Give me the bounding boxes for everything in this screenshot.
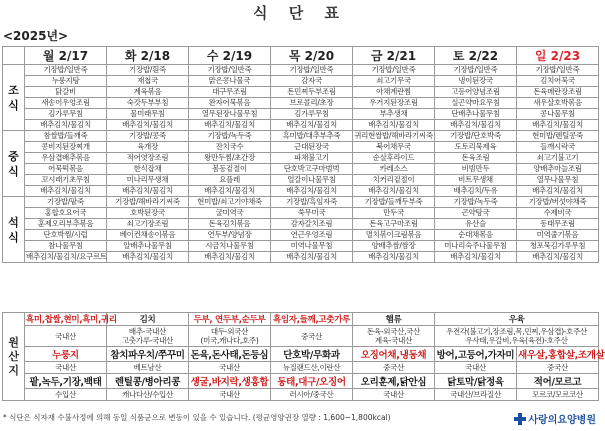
origin-value: 국내산 bbox=[435, 362, 517, 374]
meal-row bbox=[3, 120, 599, 131]
origin-row bbox=[3, 326, 599, 347]
dish-cell: 맑은콩나물국 bbox=[189, 76, 271, 87]
dish-cell: 훈제오리부추볶음 bbox=[25, 219, 107, 230]
dish-cell: 들깨시락국 bbox=[517, 142, 599, 153]
dish-cell: 수제비국 bbox=[517, 208, 599, 219]
meal-row bbox=[3, 76, 599, 87]
meal-row bbox=[3, 65, 599, 76]
origin-value: 뉴질랜드산,이란산 bbox=[271, 362, 353, 374]
origin-value: 배추-국내산 고춧가루-국내산 bbox=[107, 326, 189, 347]
dish-cell: 만두국 bbox=[353, 208, 435, 219]
dish-cell: 베이컨채송이볶음 bbox=[107, 230, 189, 241]
dish-cell: 콩나물무침 bbox=[517, 109, 599, 120]
meal-label-char: 식 bbox=[8, 98, 19, 112]
dish-cell: 완자어묵볶음 bbox=[189, 98, 271, 109]
meal-row bbox=[3, 131, 599, 142]
dish-cell: 열무된장나물무침 bbox=[189, 109, 271, 120]
dish-cell: 브로콜리/초장 bbox=[271, 98, 353, 109]
dish-cell: 닭갈비 bbox=[25, 87, 107, 98]
origin-item: 방어,고등어,가자미 bbox=[435, 347, 517, 362]
dish-cell: 우삼겹배추볶음 bbox=[25, 153, 107, 164]
meal-label bbox=[3, 65, 25, 131]
meal-label-char: 조 bbox=[8, 83, 19, 97]
dish-cell: 배추김치/물김치 bbox=[353, 252, 435, 263]
origin-item: 참치파우치/쭈꾸미 bbox=[107, 347, 189, 362]
dish-cell: 알배추나물무침 bbox=[107, 241, 189, 252]
dish-cell: 콩비지된장찌개 bbox=[25, 142, 107, 153]
dish-cell: 현미밥/렌틸콩죽 bbox=[517, 131, 599, 142]
dish-cell: 한식잡채 bbox=[107, 164, 189, 175]
origin-value: 돈육-외국산,국산 계육-국내산 bbox=[353, 326, 435, 347]
dish-cell: 재첩국 bbox=[107, 76, 189, 87]
origin-value: 국내산/브라질산 bbox=[435, 389, 517, 401]
dish-cell: 배추김치/물김치/요구르트 bbox=[26, 252, 107, 261]
dish-cell: 배추김치/물김치 bbox=[107, 186, 189, 197]
meal-row bbox=[3, 87, 599, 98]
origin-label-char: 산 bbox=[8, 349, 19, 363]
meal-row bbox=[3, 98, 599, 109]
dish-cell: 쇠고기불고기 bbox=[517, 153, 599, 164]
dish-cell: 쑥무미국 bbox=[271, 208, 353, 219]
dish-cell: 배추김치/물김치 bbox=[271, 186, 353, 197]
dish-cell: 배추김치/물김치 bbox=[517, 120, 599, 131]
origin-row bbox=[3, 347, 599, 362]
meal-row bbox=[3, 164, 599, 175]
origin-value: 국내산 bbox=[189, 362, 271, 374]
dish-cell: 육개장 bbox=[107, 142, 189, 153]
day-header: 월 2/17 bbox=[25, 47, 107, 65]
dish-cell: 참나물무침 bbox=[25, 241, 107, 252]
dish-cell: 김가루무침 bbox=[25, 109, 107, 120]
page-title: 식 단 표 bbox=[253, 3, 347, 22]
dish-cell: 기장밥/일반죽 bbox=[25, 65, 107, 76]
dish-cell: 기장밥/콩죽 bbox=[107, 131, 189, 142]
hospital-logo bbox=[514, 411, 596, 426]
dish-cell: 돈민찌두부조림 bbox=[271, 87, 353, 98]
meal-row bbox=[3, 252, 599, 263]
dish-cell: 미역줄기볶음 bbox=[517, 230, 599, 241]
origin-item: 우육 bbox=[435, 313, 599, 326]
dish-cell: 유산슬 bbox=[435, 219, 517, 230]
dish-cell: 호박된장국 bbox=[107, 208, 189, 219]
dish-cell: 배추김치/물김치 bbox=[189, 120, 271, 131]
origin-value: 우전각(불고기,장조림,목,민찌,우삼겹)-호주산 우사태,우갈비,우육(육전)-호주산 bbox=[435, 326, 599, 347]
dish-cell: 부추생채 bbox=[353, 109, 435, 120]
dish-cell: 기장밥/일반죽 bbox=[271, 65, 353, 76]
hospital-name: 사랑의요양병원 bbox=[528, 415, 596, 426]
origin-item: 새우살,홍합살,조개살 bbox=[517, 347, 599, 362]
menu-table bbox=[2, 46, 599, 263]
dish-cell: 고등어양념조림 bbox=[435, 87, 517, 98]
dish-cell: 파채불고기 bbox=[271, 153, 353, 164]
day-header: 토 2/22 bbox=[435, 47, 517, 65]
dish-cell: 배추김치/물김치 bbox=[435, 252, 517, 263]
meal-row bbox=[3, 197, 599, 208]
dish-cell: 비빔만두 bbox=[435, 164, 517, 175]
dish-cell: 감자국 bbox=[271, 76, 353, 87]
origin-value: 국내산 bbox=[189, 389, 271, 401]
day-header-sunday: 일 2/23 bbox=[517, 47, 599, 65]
dish-cell: 돈육메란장조림 bbox=[517, 87, 599, 98]
dish-cell: 물미래무침 bbox=[107, 109, 189, 120]
dish-cell: 기장밥/흑임자죽 bbox=[271, 197, 353, 208]
dish-cell: 배추김치/물김치 bbox=[353, 120, 435, 131]
footnote: * 식단은 식자재 수불사정에 의해 동일 식품군으로 변동이 있을 수 있습니다. (평균영양권장 열량 : 1,600~1,800kcal) bbox=[3, 413, 391, 422]
origin-item: 오리훈제,닭안심 bbox=[353, 374, 435, 389]
origin-value: 대두-외국산 (미국,캐나다,호주) bbox=[189, 326, 271, 347]
day-header: 금 2/21 bbox=[353, 47, 435, 65]
day-header: 화 2/18 bbox=[107, 47, 189, 65]
dish-cell: 기장밥/팥죽 bbox=[25, 197, 107, 208]
origin-item: 누룽지 bbox=[25, 347, 107, 362]
dish-cell: 양배추쌈/쌈장 bbox=[353, 241, 435, 252]
dish-cell: 근대된장국 bbox=[271, 142, 353, 153]
meal-row bbox=[3, 186, 599, 197]
medical-cross-icon bbox=[514, 413, 526, 425]
dish-cell: 계육볶음 bbox=[107, 87, 189, 98]
dish-cell: 어묵떡볶음 bbox=[25, 164, 107, 175]
dish-cell: 단호박고구마범벅 bbox=[271, 164, 353, 175]
dish-cell: 비트무생채 bbox=[435, 175, 517, 186]
dish-cell: 기장밥/녹두죽 bbox=[435, 197, 517, 208]
dish-cell: 흑미밥/대추부추죽 bbox=[271, 131, 353, 142]
dish-cell: 김가루무침 bbox=[271, 109, 353, 120]
dish-cell: 감자갈치조림 bbox=[271, 219, 353, 230]
dish-cell: 단호박찜/시럽 bbox=[25, 230, 107, 241]
origin-value: 모르코/모르코산 bbox=[517, 389, 599, 401]
origin-label-char: 지 bbox=[8, 363, 19, 377]
meal-row bbox=[3, 241, 599, 252]
header-corner bbox=[3, 47, 25, 65]
origin-body bbox=[3, 313, 605, 401]
dish-cell: 열무나물무침 bbox=[517, 175, 599, 186]
origin-item: 흑임자,들깨,고춧가루 bbox=[271, 313, 353, 326]
dish-cell: 기장밥/녹두죽 bbox=[189, 131, 271, 142]
origin-row bbox=[3, 374, 599, 389]
dish-cell: 도토리묵제육 bbox=[435, 142, 517, 153]
dish-cell: 배추김치/물김치 bbox=[517, 186, 599, 197]
dish-cell: 배추김치/두유 bbox=[435, 186, 517, 197]
dish-cell: 쇠고기무국 bbox=[353, 76, 435, 87]
dish-cell: 홍합호요어국 bbox=[25, 208, 107, 219]
origin-item: 팥,녹두,기장,백태 bbox=[25, 374, 107, 389]
dish-cell: 북어채무국 bbox=[353, 142, 435, 153]
dish-cell: 미나리무생채 bbox=[107, 175, 189, 186]
day-header-row bbox=[3, 47, 599, 65]
dish-cell: 누룽지탕 bbox=[25, 76, 107, 87]
dish-cell: 요플레 bbox=[189, 175, 271, 186]
origin-value: 국내산 bbox=[25, 362, 107, 374]
dish-cell: 쇠고기장조림 bbox=[107, 219, 189, 230]
dish-cell: 왕만두찜/초간장 bbox=[189, 153, 271, 164]
dish-cell: 멸치볶이크림볶음 bbox=[353, 230, 435, 241]
dish-cell: 미역나물무침 bbox=[271, 241, 353, 252]
dish-cell: 귀리현쌀밥/해바라기씨죽 bbox=[354, 131, 433, 140]
dish-cell: 꼬시래기초무침 bbox=[25, 175, 107, 186]
origin-item: 돈육,돈사태,돈등심 bbox=[189, 347, 271, 362]
origin-item: 두부, 연두부,순두부 bbox=[189, 313, 271, 326]
origin-value: 국내산 bbox=[25, 326, 107, 347]
dish-cell: 배추김치/물김치 bbox=[25, 186, 107, 197]
dish-cell: 기장밥/흰죽 bbox=[107, 65, 189, 76]
dish-cell: 단배추나물무침 bbox=[435, 109, 517, 120]
dish-cell: 기장밥/단호박죽 bbox=[435, 131, 517, 142]
origin-item: 동태,대구/오징어 bbox=[271, 374, 353, 389]
origin-value: 중국산 bbox=[353, 362, 435, 374]
meal-label-char: 석 bbox=[8, 215, 19, 229]
origin-value: 베트남산 bbox=[107, 362, 189, 374]
meal-row bbox=[3, 153, 599, 164]
meal-row bbox=[3, 175, 599, 186]
origin-item: 렌틸콩/병아리콩 bbox=[107, 374, 189, 389]
dish-cell: 배추김치/물김치 bbox=[107, 252, 189, 263]
meal-label-char: 식 bbox=[8, 230, 19, 244]
origin-item: 햄류 bbox=[353, 313, 435, 326]
dish-cell: 굴미역국 bbox=[189, 208, 271, 219]
origin-row bbox=[3, 313, 599, 326]
title-bar bbox=[0, 0, 600, 24]
dish-cell: 냉이된장국 bbox=[435, 76, 517, 87]
meal-row bbox=[3, 208, 599, 219]
dish-cell: 순살후라이드 bbox=[353, 153, 435, 164]
origin-table bbox=[2, 312, 605, 401]
origin-label-char: 원 bbox=[8, 335, 19, 349]
meal-row bbox=[3, 230, 599, 241]
dish-cell: 배추김치/물김치 bbox=[271, 120, 353, 131]
origin-item: 적어/모르고 bbox=[517, 374, 599, 389]
dish-cell: 김치어묵국 bbox=[517, 76, 599, 87]
origin-item: 흑미,찹쌀,현미,흑미,귀리 bbox=[25, 313, 107, 326]
dish-cell: 기장밥/들깨두부죽 bbox=[353, 197, 435, 208]
dish-cell: 연근우엉조림 bbox=[271, 230, 353, 241]
dish-cell: 순대채볶음 bbox=[435, 230, 517, 241]
meal-label bbox=[3, 131, 25, 197]
dish-cell: 숙갓두부부침 bbox=[107, 98, 189, 109]
origin-value: 수입산 bbox=[25, 389, 107, 401]
meal-row bbox=[3, 109, 599, 120]
dish-cell: 기장밥/해바라기씨죽 bbox=[107, 197, 189, 208]
origin-value: 중국산 bbox=[271, 326, 353, 347]
origin-row bbox=[3, 389, 599, 401]
dish-cell: 청포묵김가루무침 bbox=[517, 241, 599, 252]
origin-value: 중국산 bbox=[517, 362, 599, 374]
origin-row bbox=[3, 362, 599, 374]
dish-cell: 배추김치/물김치 bbox=[25, 120, 107, 131]
meal-label-char: 식 bbox=[8, 164, 19, 178]
dish-cell: 배추김치/물김치 bbox=[517, 252, 599, 263]
dish-cell: 얼갈이나물무침 bbox=[271, 175, 353, 186]
meal-label-char: 중 bbox=[8, 149, 19, 163]
dish-cell: 실곤약마요무침 bbox=[435, 98, 517, 109]
dish-cell: 기장밥/일반죽 bbox=[435, 65, 517, 76]
dish-cell: 배추김치/물김치 bbox=[107, 120, 189, 131]
year-label: <2025년> bbox=[3, 29, 69, 43]
dish-cell: 기장밥/일반죽 bbox=[353, 65, 435, 76]
dish-cell: 돈육고구마조림 bbox=[353, 219, 435, 230]
dish-cell: 미나리숙주나물무침 bbox=[435, 241, 517, 252]
dish-cell: 카레소스 bbox=[353, 164, 435, 175]
origin-item: 오징어채,냉동채 bbox=[353, 347, 435, 362]
dish-cell: 돈육조림 bbox=[435, 153, 517, 164]
dish-cell: 잔치국수 bbox=[189, 142, 271, 153]
dish-cell: 곤약탕국 bbox=[435, 208, 517, 219]
dish-cell: 우거지된장조림 bbox=[353, 98, 435, 109]
dish-cell: 배추김치/물김치 bbox=[435, 120, 517, 131]
dish-cell: 새송이우엉조림 bbox=[25, 98, 107, 109]
origin-item: 닭토막/닭정육 bbox=[435, 374, 517, 389]
dish-cell: 배추김치/물김치 bbox=[353, 186, 435, 197]
menu-body bbox=[3, 65, 599, 263]
dish-cell: 적어엿장조림 bbox=[107, 153, 189, 164]
origin-item: 단호박/무화과 bbox=[271, 347, 353, 362]
meal-row bbox=[3, 142, 599, 153]
origin-value: 국내산 bbox=[353, 389, 435, 401]
dish-cell: 현미밥/쇠고기야채죽 bbox=[189, 197, 271, 208]
origin-value: 캐나다산/수입산 bbox=[107, 389, 189, 401]
origin-label bbox=[3, 313, 25, 401]
dish-cell: 기장밥/일반죽 bbox=[517, 65, 599, 76]
dish-cell: 아채계란찜 bbox=[353, 87, 435, 98]
dish-cell: 동태무조림 bbox=[517, 219, 599, 230]
origin-value: 러시아/중국산 bbox=[271, 389, 353, 401]
dish-cell: 배추김치/물김치 bbox=[271, 252, 353, 263]
dish-cell: 새우살호박볶음 bbox=[517, 98, 599, 109]
dish-cell: 연두부/양념장 bbox=[189, 230, 271, 241]
dish-cell: 참쌀밥/들깨죽 bbox=[25, 131, 107, 142]
day-header: 수 2/19 bbox=[189, 47, 271, 65]
origin-item: 김치 bbox=[107, 313, 189, 326]
dish-cell: 배추김치/물김치 bbox=[189, 186, 271, 197]
meal-label bbox=[3, 197, 25, 263]
day-header: 목 2/20 bbox=[271, 47, 353, 65]
dish-cell: 기장밥/버섯야채죽 bbox=[517, 197, 599, 208]
dish-cell: 대구무조림 bbox=[189, 87, 271, 98]
meal-row bbox=[3, 219, 599, 230]
dish-cell: 시금치나물무침 bbox=[189, 241, 271, 252]
dish-cell: 치커리겉절이 bbox=[353, 175, 435, 186]
dish-cell: 기장밥/일반죽 bbox=[189, 65, 271, 76]
dish-cell: 배추김치/물김치 bbox=[189, 252, 271, 263]
origin-item: 생굴,바지락,생홍합 bbox=[189, 374, 271, 389]
dish-cell: 돈육김치볶음 bbox=[189, 219, 271, 230]
dish-cell: 봄동겉절이 bbox=[189, 164, 271, 175]
dish-cell: 양배추마늘조림 bbox=[517, 164, 599, 175]
